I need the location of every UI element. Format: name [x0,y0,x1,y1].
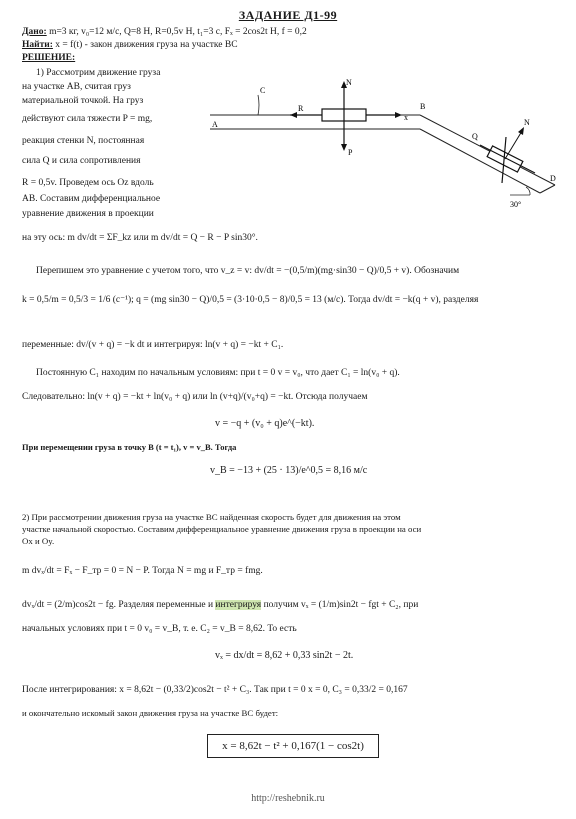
label-angle: 30° [510,200,522,209]
label-A: A [212,120,218,129]
part2-equation: и окончательно искомый закон движения груза на участке BC будет: [22,708,279,718]
given-label: Дано: [22,27,47,37]
eq2-pre: dvₓ/dt = (2/m)cos2t − fg. Разделяя переменные и [22,600,214,610]
label-x: x [404,113,408,122]
part1-line: реакция стенки N, постоянная [22,136,145,146]
part1-line: AB. Составим дифференциальное [22,194,161,204]
part2-equation [22,600,418,611]
footer-link[interactable]: http://reshebnik.ru [251,793,325,804]
highlighted-word: интегрируя [215,600,262,610]
label-D: D [550,174,556,183]
para2-line: Перепишем это уравнение с учетом того, что v_z = v: dv/dt = −(0,5/m)(mg·sin30 − Q)/0,5 + v). Обозначим [36,266,460,276]
para3-line: При перемещении груза в точку B (t = t₁), v = v_B. Тогда [22,442,237,452]
part1-line: на участке AB, считая груз [22,82,131,92]
mechanics-figure [210,75,566,215]
para3-line: Постоянную C₁ находим по начальным условиям: при t = 0 v = v₀, что дает C₁ = ln(v₀ + q). [36,368,400,378]
label-B: B [420,102,426,111]
page-title: ЗАДАНИЕ Д1-99 [238,8,338,22]
given-line [22,27,307,38]
solution-heading [22,53,75,64]
label-N2: N [524,118,530,127]
solution-label: РЕШЕНИЕ: [22,53,76,63]
label-P: P [348,148,353,157]
para2-line: переменные: dv/(v + q) = −k dt и интегрируя: ln(v + q) = −kt + C₁. [22,340,284,350]
part2-line: участке начальной скоростью. Составим дифференциальное уравнение движения груза в проекции на оси [22,524,422,534]
part1-line: уравнение движения в проекции [22,209,154,219]
eq1-line: на эту ось: m dv/dt = ΣF_kz или m dv/dt = Q − R − P sin30°. [22,233,258,243]
find-label: Найти: [22,40,53,50]
part2-line: 2) При рассмотрении движения груза на участке BC найденная скорость будет для движения на этом [22,512,401,522]
find-line [22,40,238,51]
part1-line: сила Q и сила сопротивления [22,156,141,166]
given-text: m=3 кг, v₀=12 м/с, Q=8 Н, R=0,5v Н, t₁=3 с, Fₓ = 2cos2t Н, f = 0,2 [49,27,307,37]
label-R: R [298,104,304,113]
para3-line: Следовательно: ln(v + q) = −kt + ln(v₀ + q) или ln (v+q)/(v₀+q) = −kt. Отсюда получаем [22,392,368,402]
part1-line: действуют сила тяжести P = mg, [22,114,153,124]
para3-equation: v = −q + (v₀ + q)e^(−kt). [215,418,315,429]
part2-equation: m dvₓ/dt = Fₓ − F_тр = 0 = N − P. Тогда N = mg и F_тр = fmg. [22,566,263,576]
find-text: x = f(t) - закон движения груза на участке BC [55,40,238,50]
part1-line: 1) Рассмотрим движение груза [36,68,161,78]
part2-line: Ox и Oy. [22,536,55,546]
label-Q: Q [472,132,478,141]
vx-equation: vₓ = dx/dt = 8,62 + 0,33 sin2t − 2t. [215,650,354,661]
label-N: N [346,78,352,87]
label-C: C [260,86,266,95]
final-answer-box: x = 8,62t − t² + 0,167(1 − cos2t) [207,734,379,758]
eq2-post: получим vₓ = (1/m)sin2t − fgt + C₂, при [263,600,419,610]
part2-equation: После интегрирования: x = 8,62t − (0,33/2)cos2t − t² + C₃. Так при t = 0 x = 0, C₃ = 0,33/2 = 0,167 [22,685,408,695]
para2-line: k = 0,5/m = 0,5/3 = 1/6 (c⁻¹); q = (mg sin30 − Q)/0,5 = (3·10·0,5 − 8)/0,5 = 13 (м/с). Тогда dv/dt = −k(q + v), разделяя [22,295,479,305]
part1-line: материальной точкой. На груз [22,96,144,106]
vb-equation: v_B = −13 + (25 · 13)/e^0,5 = 8,16 м/с [210,465,368,476]
part1-line: R = 0,5v. Проведем ось Oz вдоль [22,178,154,188]
part2-equation: начальных условиях при t = 0 v₀ = v_B, т. е. C₂ = v_B = 8,62. То есть [22,624,297,634]
